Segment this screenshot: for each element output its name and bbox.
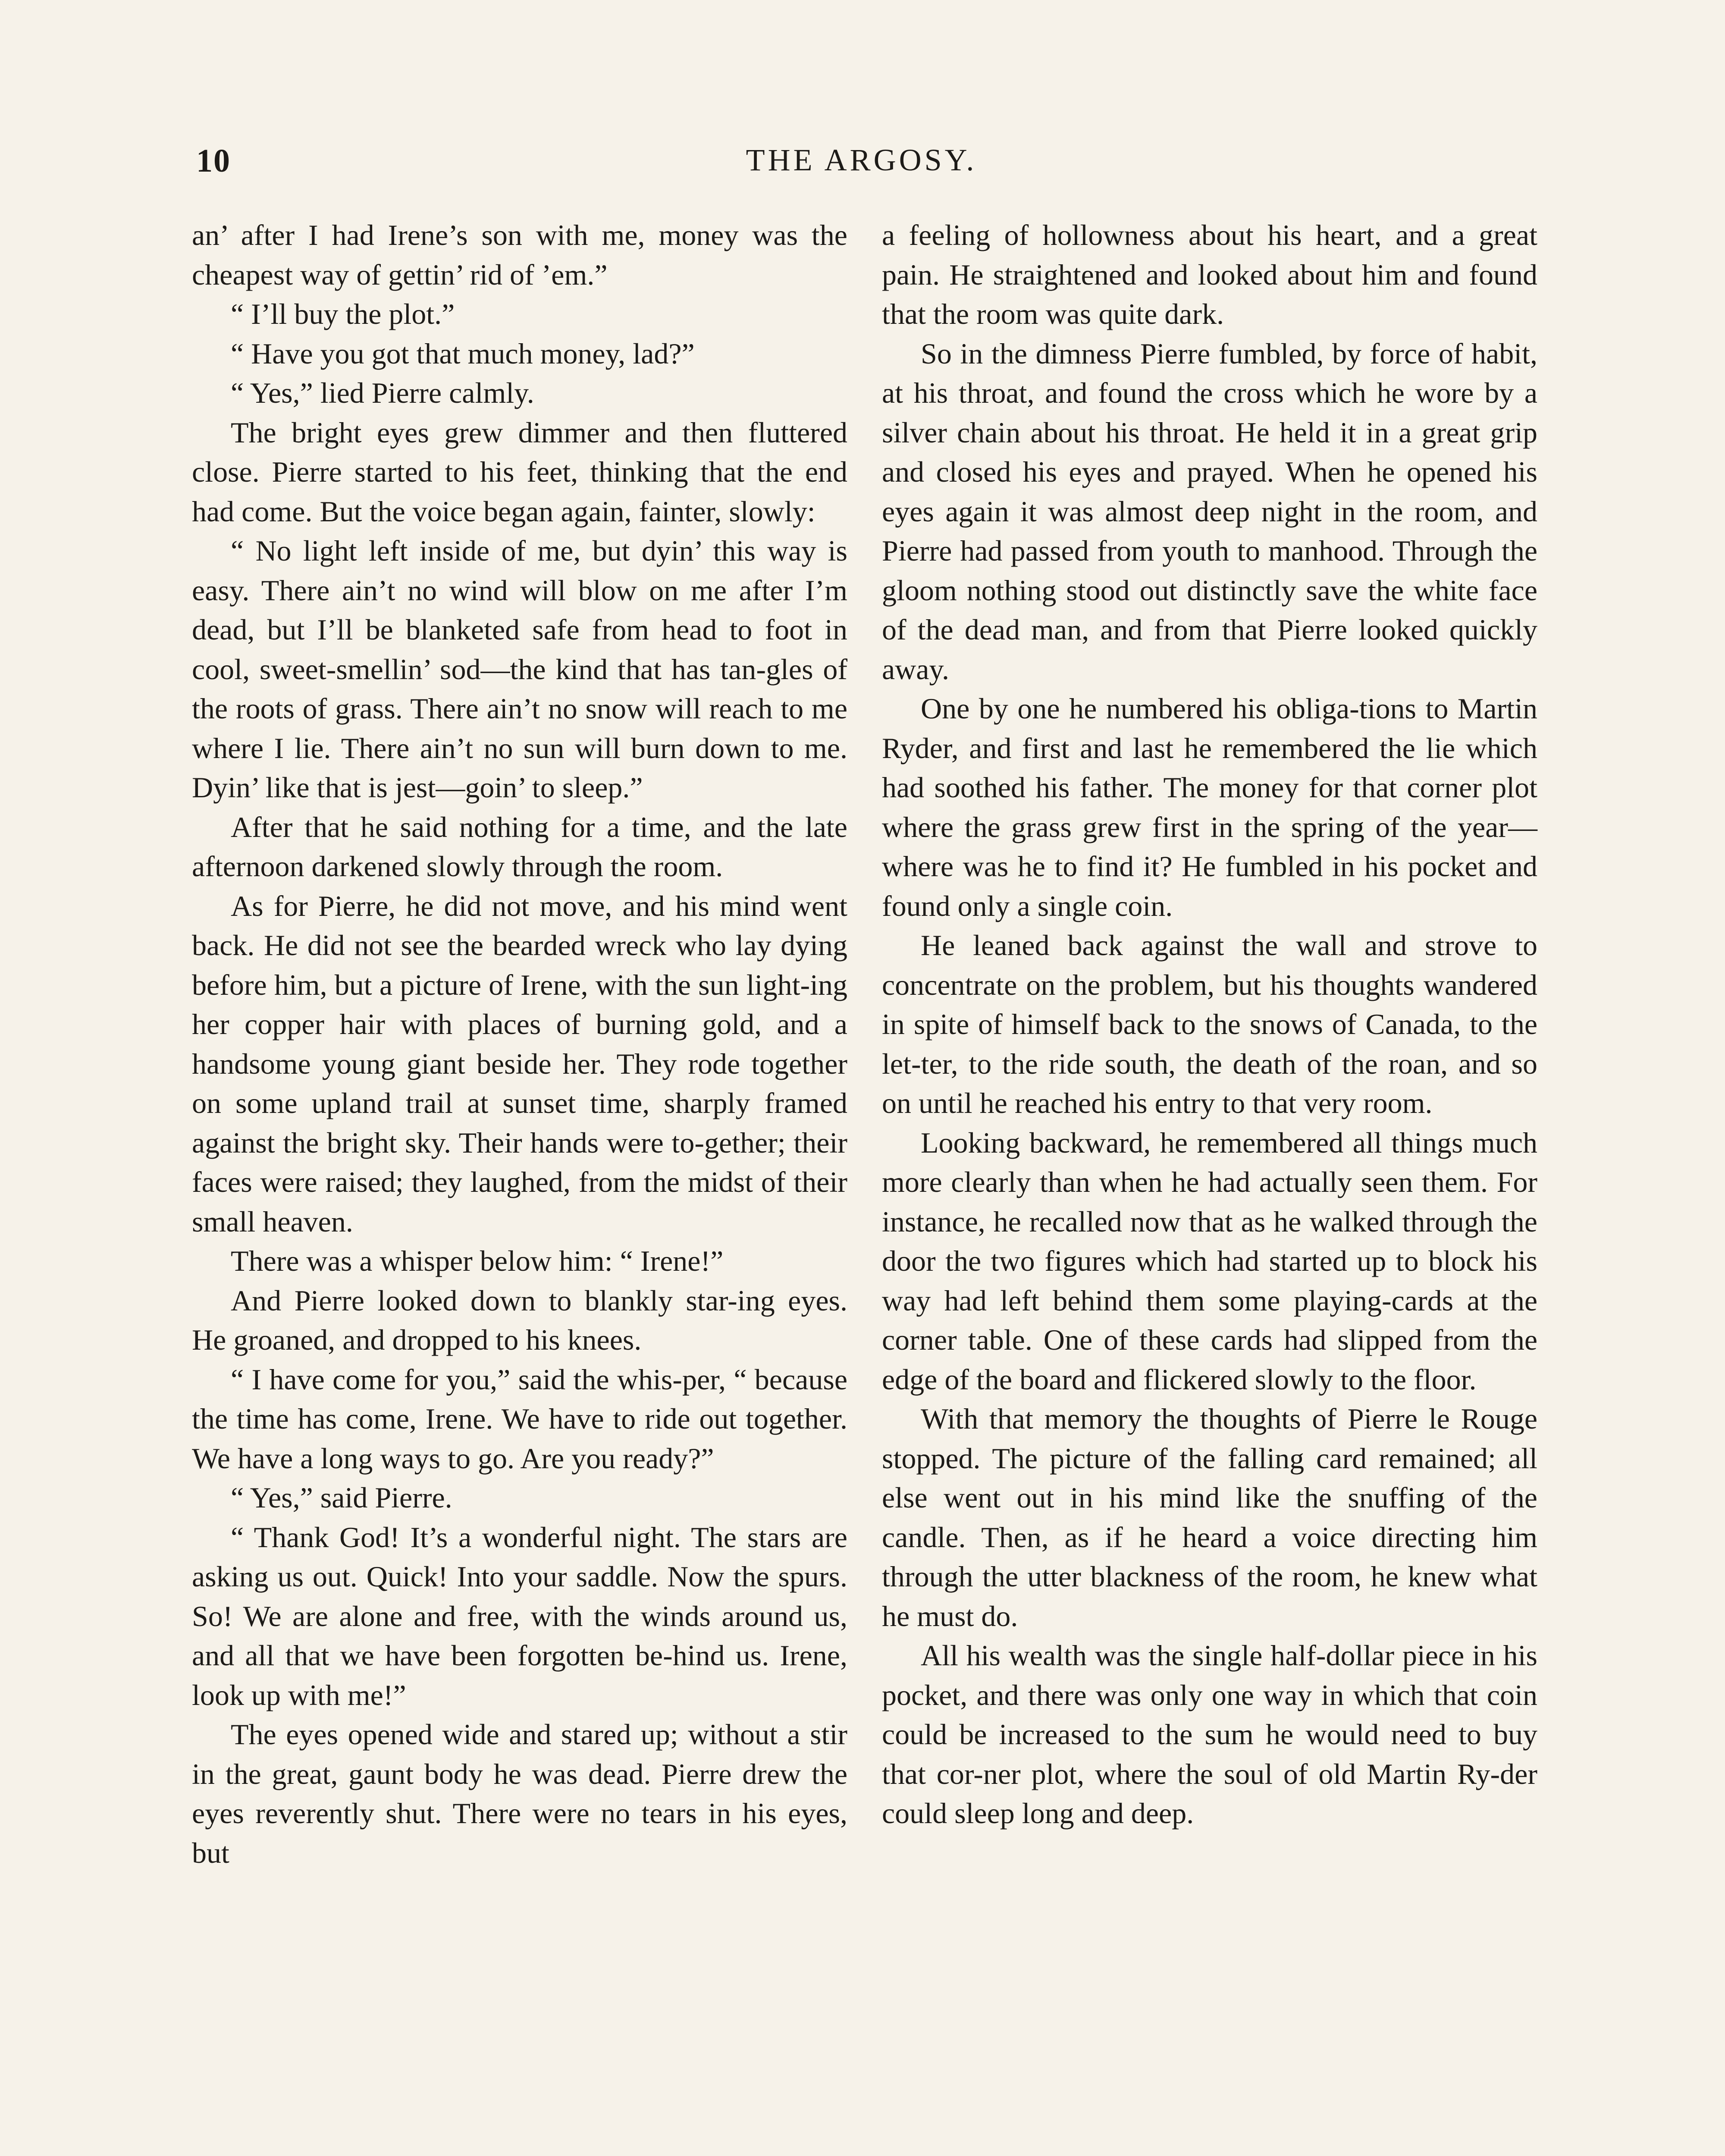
- paragraph: With that memory the thoughts of Pierre le Rouge stopped. The picture of the falling card remained; all else went out in his mind like the snuffing of the candle. Then, as if he heard a voice directing him through the utter blackness of the room, he knew what he must do.: [882, 1402, 1537, 1633]
- paragraph: a feeling of hollowness about his heart, and a great pain. He straightened and looked about him and found that the room was quite dark.: [882, 219, 1537, 330]
- paragraph: Looking backward, he remembered all things much more clearly than when he had actually seen them. For instance, he recalled now that as he walked through the door the two figures which had started up to block his way had left behind them some playing-cards at the corner table. One of these cards had slipped from the edge of the board and flickered slowly to the floor.: [882, 1126, 1537, 1396]
- paragraph: “ I have come for you,” said the whis-per, “ because the time has come, Irene. We have to ride out together. We have a long ways to go. Are you ready?”: [192, 1363, 847, 1475]
- paragraph: There was a whisper below him: “ Irene!”: [231, 1244, 724, 1277]
- paragraph: an’ after I had Irene’s son with me, money was the cheapest way of gettin’ rid of ’em.”: [192, 219, 847, 291]
- paragraph: As for Pierre, he did not move, and his mind went back. He did not see the bearded wreck who lay dying before him, but a picture of Irene, with the sun light-ing her copper hair with places of burning gold, and a handsome young giant beside her. They rode together on some upland trail at sunset time, sharply framed against the bright sky. Their hands were to-gether; their faces were raised; they laughed, from the midst of their small heaven.: [192, 889, 847, 1238]
- paragraph: “ Thank God! It’s a wonderful night. The stars are asking us out. Quick! Into your saddle. Now the spurs. So! We are alone and free, with the winds around us, and all that we have been forgotten be-hind us. Irene, look up with me!”: [192, 1520, 847, 1711]
- paragraph: “ I’ll buy the plot.”: [231, 298, 455, 330]
- paragraph: “ Have you got that much money, lad?”: [231, 337, 695, 370]
- paragraph: One by one he numbered his obliga-tions to Martin Ryder, and first and last he remembered the lie which had soothed his father. The money for that corner plot where the grass grew first in the spring of the year—where was he to find it? He fumbled in his pocket and found only a single coin.: [882, 692, 1537, 922]
- left-column: [192, 216, 847, 1873]
- paragraph: “ Yes,” lied Pierre calmly.: [231, 376, 534, 409]
- paragraph: “ Yes,” said Pierre.: [231, 1481, 452, 1514]
- page-number: 10: [196, 143, 231, 179]
- paragraph: The bright eyes grew dimmer and then fluttered close. Pierre started to his feet, thinking that the end had come. But the voice began again, fainter, slowly:: [192, 416, 847, 528]
- paragraph: The eyes opened wide and stared up; without a stir in the great, gaunt body he was dead. Pierre drew the eyes reverently shut. There were no tears in his eyes, but: [192, 1718, 847, 1869]
- paragraph: “ No light left inside of me, but dyin’ this way is easy. There ain’t no wind will blow on me after I’m dead, but I’ll be blanketed safe from head to foot in cool, sweet-smellin’ sod—the kind that has tan-gles of the roots of grass. There ain’t no snow will reach to me where I lie. There ain’t no sun will burn down to me. Dyin’ like that is jest—goin’ to sleep.”: [192, 534, 847, 804]
- paragraph: So in the dimness Pierre fumbled, by force of habit, at his throat, and found the cross which he wore by a silver chain about his throat. He held it in a great grip and closed his eyes and prayed. When he opened his eyes again it was almost deep night in the room, and Pierre had passed from youth to manhood. Through the gloom nothing stood out distinctly save the white face of the dead man, and from that Pierre looked quickly away.: [882, 337, 1537, 686]
- right-column: [882, 216, 1537, 1833]
- magazine-title: THE ARGOSY.: [746, 143, 977, 177]
- paragraph: And Pierre looked down to blankly star-ing eyes. He groaned, and dropped to his knees.: [192, 1284, 847, 1356]
- paragraph: After that he said nothing for a time, and the late afternoon darkened slowly through the room.: [192, 810, 847, 883]
- page-header: [196, 142, 1527, 190]
- paragraph: All his wealth was the single half-dollar piece in his pocket, and there was only one way in which that coin could be increased to the sum he would need to buy that cor-ner plot, where the soul of old Martin Ry-der could sleep long and deep.: [882, 1639, 1537, 1830]
- paragraph: He leaned back against the wall and strove to concentrate on the problem, but his thoughts wandered in spite of himself back to the snows of Canada, to the let-ter, to the ride south, the death of the roan, and so on until he reached his entry to that very room.: [882, 929, 1537, 1119]
